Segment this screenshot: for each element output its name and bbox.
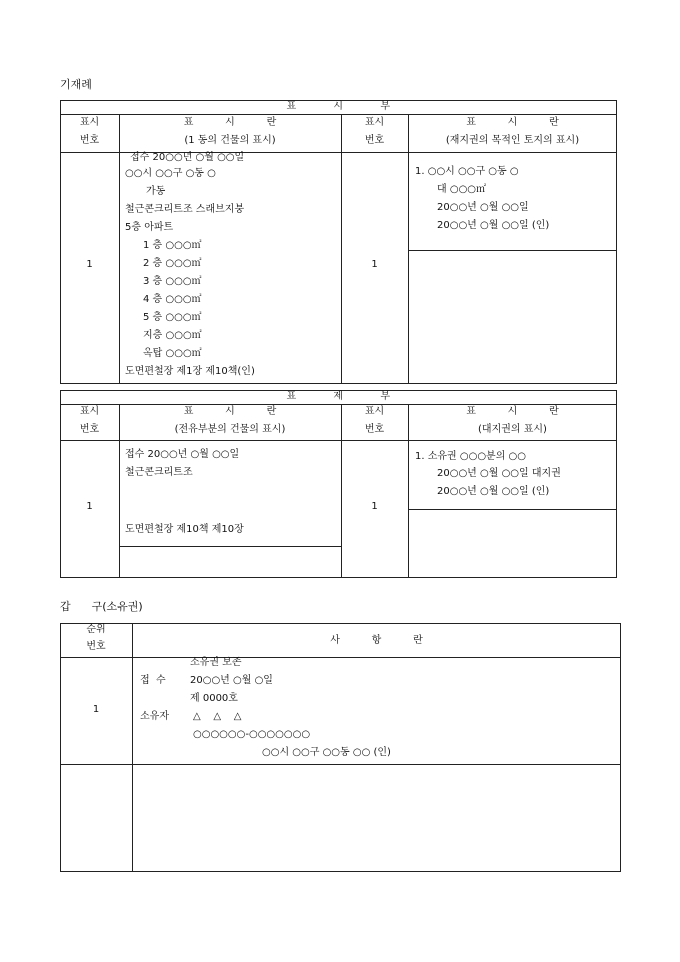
header-land-desc: (재지권의 목적인 토지의 표시) (445, 135, 580, 146)
entry-line: 소유권 보존 (190, 657, 242, 668)
header-rank-label: 순위 (86, 624, 106, 635)
header-display-label: 표시 (79, 117, 100, 128)
header-display-label: 표시 (364, 406, 385, 417)
entry-line: 지층 ○○○㎡ (143, 330, 202, 341)
entry-line: 도면편철장 제10책 제10장 (125, 524, 244, 535)
entry-line: 도면편철장 제1장 제10책(인) (125, 366, 255, 377)
entry-line: 가동 (146, 186, 166, 197)
header-number-label: 번호 (86, 641, 106, 652)
header-item-column: 사 항 란 (330, 635, 423, 646)
entry-line: 20○○년 ○월 ○일 (190, 675, 273, 686)
section-title: 갑 구(소유권) (60, 600, 143, 613)
header-number-label: 번호 (364, 424, 385, 435)
entry-line: 대 ○○○㎡ (437, 184, 487, 195)
entry-line: 5층 아파트 (125, 222, 174, 233)
header-display-column: 표 시 란 (183, 406, 277, 417)
entry-line: 20○○년 ○월 ○○일 (인) (437, 486, 550, 497)
header-building-desc: (1 동의 건물의 표시) (184, 135, 276, 146)
entry-line: 제 0000호 (190, 693, 238, 704)
entry-line: 접수 20○○년 ○월 ○○일 (130, 152, 245, 163)
entry-line: 옥탑 ○○○㎡ (143, 348, 202, 359)
entry-line: 20○○년 ○월 ○○일 대지권 (437, 468, 561, 479)
row-number: 1 (371, 501, 378, 512)
header-display-column: 표 시 란 (466, 117, 559, 128)
row-number: 1 (371, 259, 378, 270)
entry-line: 4 층 ○○○㎡ (143, 294, 202, 305)
row-number: 1 (92, 704, 100, 715)
row-number: 1 (86, 501, 93, 512)
entry-line: 3 층 ○○○㎡ (143, 276, 202, 287)
header-display-label: 표시 (79, 406, 100, 417)
header-number-label: 번호 (364, 135, 385, 146)
header-display-column: 표 시 란 (466, 406, 559, 417)
register1-title: 표 시 부 (286, 101, 391, 112)
entry-line: 1. 소유권 ○○○분의 ○○ (415, 451, 527, 462)
entry-line: 5 층 ○○○㎡ (143, 312, 202, 323)
entry-line: 철근콘크리트조 스래브지붕 (125, 204, 245, 215)
header-unit-desc: (전유부분의 건물의 표시) (174, 424, 286, 435)
entry-line: △ △ △ (193, 711, 242, 722)
example-label: 기재례 (60, 78, 92, 91)
entry-line: 철근콘크리트조 (125, 467, 193, 478)
entry-line: 1 층 ○○○㎡ (143, 240, 202, 251)
header-display-column: 표 시 란 (183, 117, 277, 128)
entry-line: ○○시 ○○구 ○○동 ○○ (인) (262, 747, 391, 758)
entry-line: 20○○년 ○월 ○○일 (437, 202, 529, 213)
row-number: 1 (86, 259, 93, 270)
entry-label: 소유자 (140, 711, 169, 722)
entry-line: 20○○년 ○월 ○○일 (인) (437, 220, 550, 231)
header-number-label: 번호 (79, 135, 100, 146)
entry-line: 2 층 ○○○㎡ (143, 258, 202, 269)
entry-line: 접수 20○○년 ○월 ○○일 (125, 449, 240, 460)
entry-line: 1. ○○시 ○○구 ○동 ○ (415, 166, 519, 177)
header-land-right-desc: (대지권의 표시) (478, 424, 547, 435)
entry-label: 접 수 (140, 675, 166, 686)
header-display-label: 표시 (364, 117, 385, 128)
register2-title: 표 제 부 (286, 391, 391, 402)
entry-line: ○○○○○○-○○○○○○○ (193, 729, 311, 740)
entry-line: ○○시 ○○구 ○동 ○ (125, 168, 216, 179)
header-number-label: 번호 (79, 424, 100, 435)
